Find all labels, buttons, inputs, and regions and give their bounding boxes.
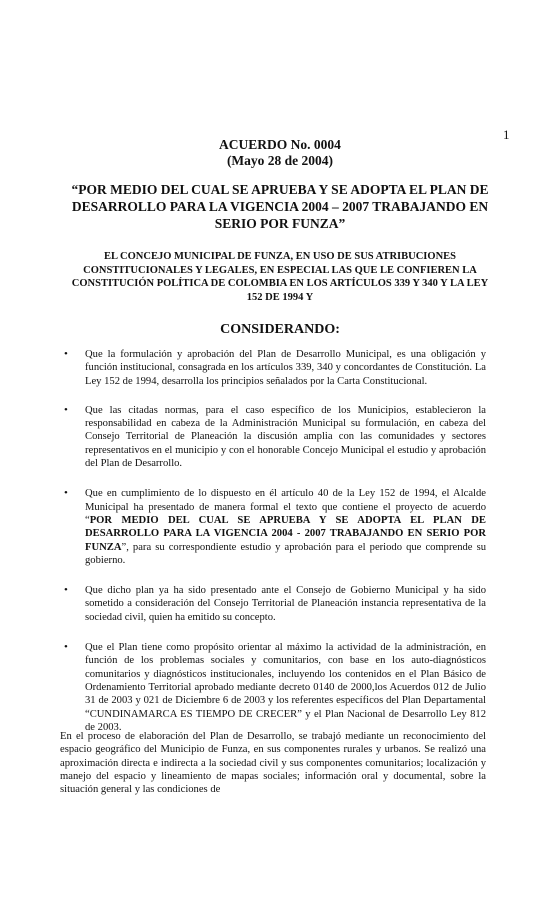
agreement-number: ACUERDO No. 0004: [219, 137, 341, 152]
bullet-icon: •: [64, 584, 68, 597]
list-item: [60, 584, 486, 624]
list-item-text: Que las citadas normas, para el caso específico de los Municipios, establecieron la responsabilidad en cabeza de la Administración Municipal su formulación, en cabeza del Consejo Territorial de Planeación la discusión amplia con las comunidades y sectores representativos en el municipio y con el honorable Concejo Municipal el estudio y aprobación del Plan de Desarrollo.: [85, 404, 486, 470]
bullet-icon: •: [64, 348, 68, 360]
list-item: [60, 641, 486, 734]
list-item-text: Que dicho plan ya ha sido presentado ante el Consejo de Gobierno Municipal y ha sido sometido a consideración del Consejo Territorial de Planeación instancia representativa de la sociedad civil, quien ha emitido su concepto.: [85, 585, 486, 623]
list-item: [60, 348, 486, 388]
title-block: [60, 137, 500, 232]
page-number: 1: [503, 127, 510, 142]
preamble: EL CONCEJO MUNICIPAL DE FUNZA, EN USO DE SUS ATRIBUCIONES CONSTITUCIONALES Y LEGALES, EN ESPECIAL LAS QUE LE CONFIEREN LA CONSTITUCIÓN POLÍTICA DE COLOMBIA EN LOS ARTÍCULOS 339 Y 340 Y LA LEY 152 DE 1994 Y: [71, 251, 489, 303]
closing-paragraph: En el proceso de elaboración del Plan de Desarrollo, se trabajó mediante un reconocimiento del espacio geográfico del Municipio de Funza, en sus componentes rurales y urbanos. Se realizó una aproximación directa e indirecta a la sociedad civil y sus componentes comunitarios; localización y manejo del espacio y lineamiento de mapas sociales; información oral y documental, sobre la situación general y las condiciones de: [60, 731, 486, 796]
list-item-text-post: ”, para su correspondiente estudio y aprobación para el periodo que comprende su gobierno.: [85, 541, 486, 566]
considerations-list: [60, 348, 486, 734]
section-heading: CONSIDERANDO:: [220, 322, 340, 337]
list-item: [60, 404, 486, 470]
list-item-text-pre: Que en cumplimiento de lo dispuesto en él artículo 40 de la Ley 152 de 1994, el Alcalde Municipal ha presentado de manera formal el texto que contiene el proyecto de acuerdo “: [85, 488, 486, 526]
agreement-title: “POR MEDIO DEL CUAL SE APRUEBA Y SE ADOPTA EL PLAN DE DESARROLLO PARA LA VIGENCIA 2004 – 2007 TRABAJANDO EN SERIO POR FUNZA”: [71, 182, 489, 231]
bullet-icon: •: [64, 487, 68, 500]
list-item-text-bold: POR MEDIO DEL CUAL SE APRUEBA Y SE ADOPTA EL PLAN DE DESARROLLO PARA LA VIGENCIA 2004 - 2007 TRABAJANDO EN SERIO POR FUNZA: [85, 514, 486, 553]
list-item-text: Que la formulación y aprobación del Plan de Desarrollo Municipal, es una obligación y función institucional, consagrada en los artículos 339, 340 y concordantes de Constitución. La Ley 152 de 1994, desarrolla los principios señalados por la Carta Constitucional.: [85, 349, 486, 387]
agreement-date: (Mayo 28 de 2004): [226, 153, 334, 168]
list-item-text: Que el Plan tiene como propósito orientar al máximo la actividad de la administración, en función de los problemas sociales y comunitarios, con base en los auto-diagnósticos comunitarios y diagnósticos institucionales, incluyendo los contenidos en el Plan Básico de Ordenamiento Territorial aprobado mediante decreto 0140 de 2000,los Acuerdos 012 de Julio 31 de 2003 y 021 de Diciembre 6 de 2003 y los referentes específicos del Plan Departamental “CUNDINAMARCA ES TIEMPO DE CRECER” y el Plan Nacional de Desarrollo Ley 812 de 2003.: [85, 642, 486, 733]
bullet-icon: •: [64, 403, 68, 416]
bullet-icon: •: [64, 641, 68, 654]
list-item: [60, 487, 486, 567]
